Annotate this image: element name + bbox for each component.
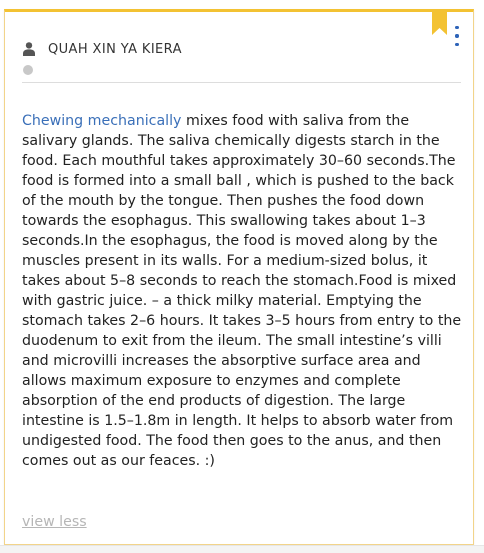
author-row [23, 40, 182, 58]
divider [22, 82, 461, 83]
post-body-text: mixes food with saliva from the salivary glands. The saliva chemically digests starch in the food. Each mouthful takes approximately 30–60 seconds.The food is formed into a small ball , which is pushed to the back of the mouth by the tongue. Then pushes the food down towards the esophagus. This swallowing takes about 1–3 seconds.In the esophagus, the food is moved along by the muscles present in its walls. For a medium-sized bolus, it takes about 5–8 seconds to reach the stomach.Food is mixed with gastric juice. – a thick milky material. Emptying the stomach takes 2–6 hours. It takes 3–5 hours from entry to the duodenum to exit from the ileum. The small intestine’s villi and microvilli increases the absorptive surface area and allows maximum exposure to enzymes and complete absorption of the end products of digestion. The large intestine is 1.5–1.8m in length. It helps to absorb water from undigested food. The food then goes to the anus, and then comes out as our feaces. :) [22, 113, 462, 469]
more-dot [455, 43, 458, 46]
status-dot [23, 65, 33, 75]
more-dot [455, 26, 458, 29]
view-less-link[interactable]: view less [22, 514, 87, 530]
author-name: QUAH XIN YA KIERA [48, 41, 182, 57]
post-card [4, 9, 474, 545]
user-icon [23, 42, 35, 56]
post-body [22, 111, 462, 471]
next-card-edge [0, 545, 484, 553]
highlighted-term[interactable]: Chewing mechanically [22, 113, 182, 129]
more-dot [455, 34, 458, 37]
more-options-icon[interactable] [453, 26, 461, 46]
bookmark-icon[interactable] [432, 9, 447, 35]
